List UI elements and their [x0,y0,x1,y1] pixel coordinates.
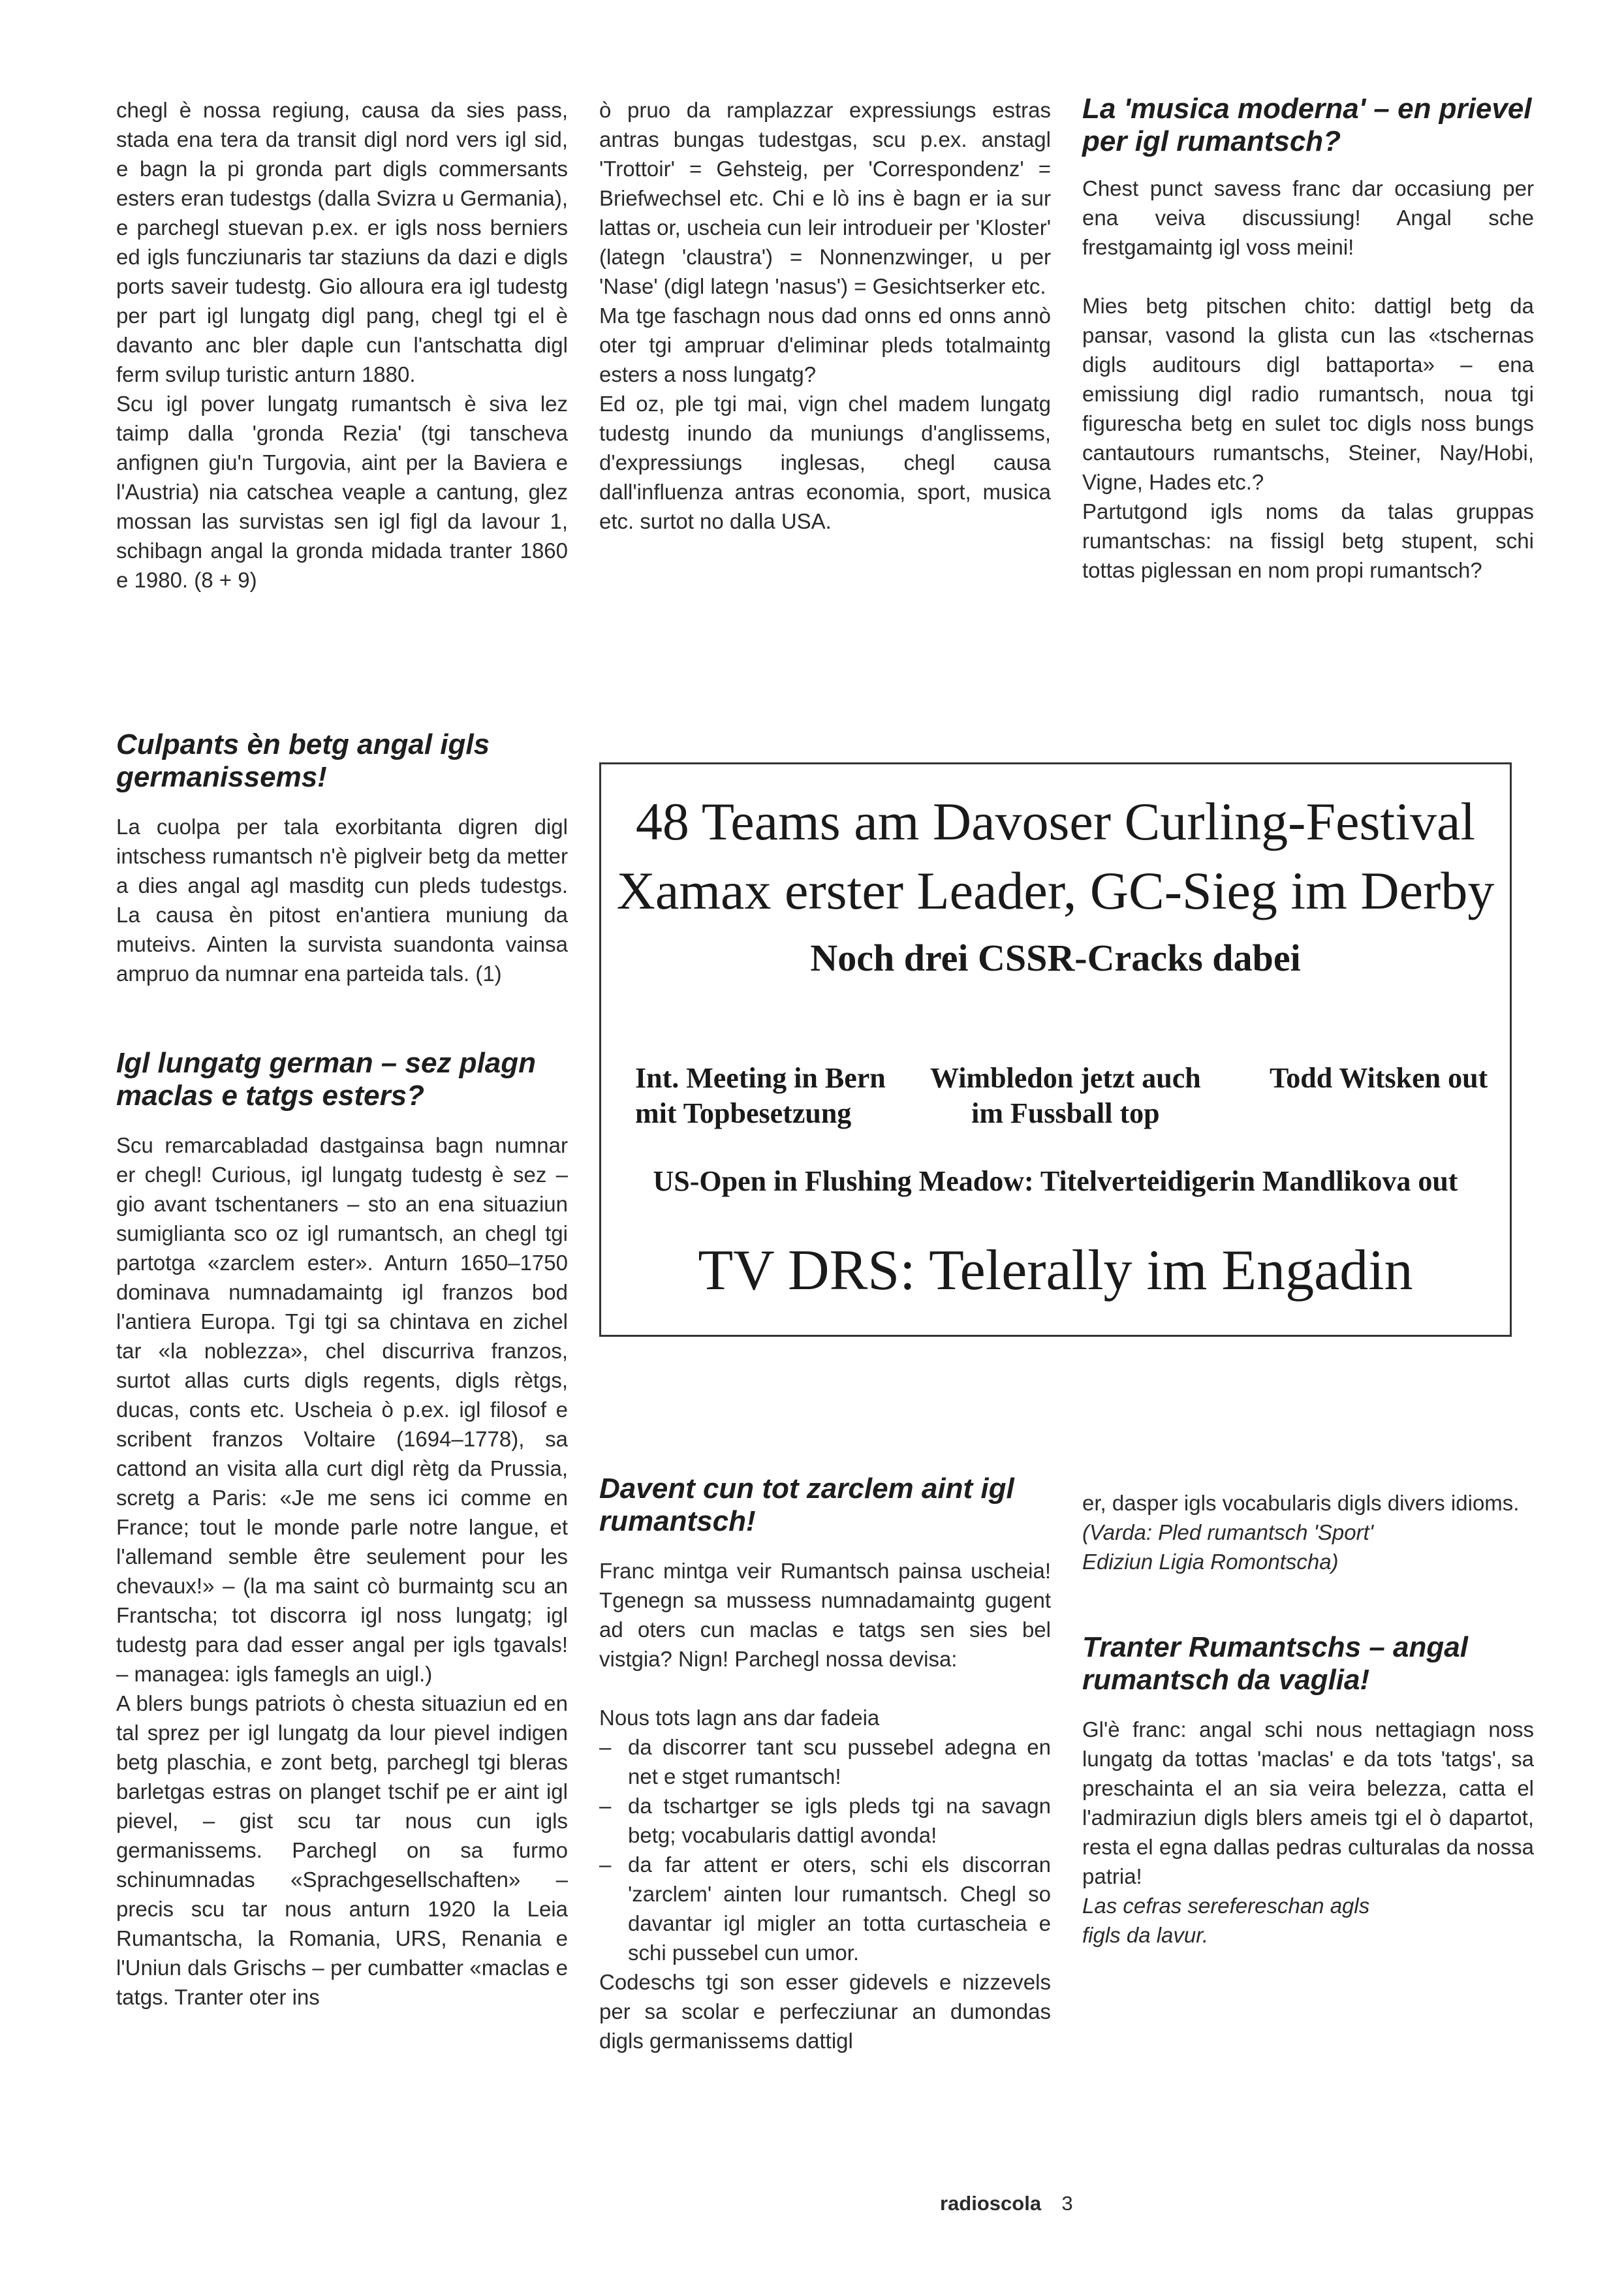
paragraph: Partutgond igls noms da talas gruppas rumantschas: na fissigl betg stupent, schi tottas piglessan en nom propi rumantsch? [1082,499,1534,582]
paragraph: er, dasper igls vocabularis digls divers idioms. [1082,1491,1520,1515]
section-heading: Tranter Rumantschs – angal rumantsch da vaglia! [1082,1631,1468,1696]
paragraph: Mies betg pitschen chito: dattigl betg da pansar, vasond la glista cun las «tschernas digls auditours digl battaporta» – ena emissiung digl radio rumantsch, noua tgi figurescha betg en sulet toc digls noss bungs cantautours rumantschs, Steiner, Nay/Hobi, Vigne, Hades etc.? [1082,294,1534,494]
paragraph: Chest punct savess franc dar occasiung per ena veiva discussiung! Angal sche frestgamaintg igl voss meini! [1082,176,1534,259]
bullet-list [599,1732,1051,1967]
paragraph: Ed oz, ple tgi mai, vign chel madem lungatg tudestg inundo da muniungs d'anglissems, d'expressiungs inglesas, chegl causa dall'influenza antras economia, sport, musica etc. surtot no dalla USA. [599,392,1051,533]
section-heading: Igl lungatg german – sez plagn maclas e tatgs esters? [116,1047,536,1112]
paragraph: Nous tots lagn ans dar fadeia [599,1706,880,1730]
section-heading: La 'musica moderna' – en prievel per igl rumantsch? [1082,93,1532,157]
paragraph: Franc mintga veir Rumantsch painsa uscheia! Tgenegn sa mussess numnadamaintg gugent ad oters cun maclas e tatgs sen sies bel vistgia? Nign! Parchegl nossa devisa: [599,1559,1051,1671]
headline: Noch drei CSSR-Cracks dabei [810,937,1301,979]
reference-note: (Varda: Pled rumantsch 'Sport' [1082,1520,1374,1544]
paragraph: Ma tge faschagn nous dad onns ed onns annò oter tgi ampruar d'eliminar pleds totalmaintg esters a noss lungatg? [599,304,1051,386]
reference-note: Ediziun Ligia Romontscha) [1082,1550,1339,1574]
paragraph: chegl è nossa regiung, causa da sies pass, stada ena tera da transit digl nord vers igl sid, e bagn la pi gronda part digls commersants esters eran tudestgs (dalla Svizra u Germania), e parchegl stuevan p.ex. er igls noss berniers ed igls funcziunaris tar staziuns da dazi e digls ports saveir tudestg. Gio alloura era igl tudestg per part igl lungatg digl pang, chegl tgi el è davanto anc bler daple cun l'antschatta digl ferm svilup turistic anturn 1880. [116,98,568,386]
headline: Int. Meeting in Bern mit Topbesetzung [635,1062,886,1129]
section-heading: Davent cun tot zarclem aint igl rumantsch! [599,1473,1014,1537]
headline: 48 Teams am Davoser Curling-Festival [635,792,1476,851]
page-number: 3 [1061,2192,1073,2215]
column-3-top [1082,93,1534,585]
section-heading: Culpants èn betg angal igls germanissems! [116,728,490,793]
paragraph: Scu remarcabladad dastgainsa bagn numnar er chegl! Curious, igl lungatg tudestg è sez – gio avant tschentaners – sto an ena situaziun sumiglianta sco oz igl rumantsch, an chegl tgi partotga «zarclem ester». Anturn 1650–1750 dominava numnadamaintg igl franzos bod l'antiera Europa. Tgi tgi sa chintava en zichel tar «la noblezza», chel discurriva franzos, surtot allas curts digls regents, digls rètgs, ducas, conts etc. Uscheia ò p.ex. igl filosof e scribent franzos Voltaire (1694–1778), sa cattond an visita alla curt digl rètg da Prussia, scretg a Paris: «Je me sens ici comme en France; tout le monde parle notre langue, et l'allemand semble être seulement pour les chevaux!» – (la ma saint cò burmaintg scu an Frantscha; tot discorra igl noss lungatg; igl tudestg para dad esser angal per igls tgavals! – managea: igls famegls an uigl.) [116,1133,568,1686]
paragraph: A blers bungs patriots ò chesta situaziun ed en tal sprez per igl lungatg da lour pievel indigen betg plaschia, e zont betg, parchegl tgi bleras barletgas estras on planget tschif pe er aint igl pievel, – gist scu tar nous cun igls germanissems. Parchegl on sa furmo schinumnadas «Sprachgesellschaften» – precis scu tar nous anturn 1920 la Leia Rumantscha, la Romania, URS, Renania e l'Uniun dals Grischs – per cumbatter «maclas e tatgs. Tranter oter ins [116,1691,568,2009]
paragraph: Gl'è franc: angal schi nous nettagiagn noss lungatg da tottas 'maclas' e da tots 'tatgs', sa preschainta el an sia veira belezza, catta el l'admiraziun digls blers ameis tgi el ò dapartot, resta el egna dallas pedras culturalas da nossa patria! [1082,1717,1534,1888]
column-2-top [599,95,1051,536]
publication-name: radioscola [940,2192,1042,2215]
headline: Xamax erster Leader, GC-Sieg im Derby [616,861,1495,920]
paragraph: Codeschs tgi son esser gidevels e nizzevels per sa scolar e perfecziunar an dumondas digls germanissems dattigl [599,1970,1051,2053]
headline: TV DRS: Telerally im Engadin [698,1239,1413,1302]
list-item: – da far attent er oters, schi els discorran 'zarclem' ainten lour rumantsch. Chegl so davantar igl migler an totta curtascheia e schi pussebel cun umor. [599,1850,1051,1967]
column-3-bottom [1082,1488,1534,1950]
headline: Todd Witsken out [1270,1062,1488,1094]
headline: Wimbledon jetzt auch im Fussball top [930,1062,1201,1129]
page-footer [940,2192,1073,2215]
column-1-top [116,95,568,595]
paragraph: La cuolpa per tala exorbitanta digren digl intschess rumantsch n'è piglveir betg da metter a dies angal agl masditg cun pleds tudestgs. La causa èn pitost en'antiera muniung da muteivs. Ainten la survista suandonta vainsa ampruo da numnar ena parteida tals. (1) [116,815,568,986]
column-2-bottom [599,1473,1051,2055]
column-1-body [116,728,568,2012]
footnote: figls da lavur. [1082,1923,1209,1947]
headlines-collage [599,762,1512,1337]
paragraph: Scu igl pover lungatg rumantsch è siva lez taimp dalla 'gronda Rezia' (tgi tanscheva anfignen giu'n Turgovia, aint per la Baviera e l'Austria) nia catschea veaple a cantung, glez mossan las survistas sen igl figl da lavour 1, schibagn angal la gronda midada tranter 1860 e 1980. (8 + 9) [116,392,568,592]
list-item: – da tschartger se igls pleds tgi na savagn betg; vocabularis dattigl avonda! [599,1791,1051,1850]
footnote: Las cefras serefereschan agls [1082,1894,1370,1918]
list-item: – da discorrer tant scu pussebel adegna en net e stget rumantsch! [599,1732,1051,1791]
headline: US-Open in Flushing Meadow: Titelverteidigerin Mandlikova out [653,1165,1458,1197]
paragraph: ò pruo da ramplazzar expressiungs estras antras bungas tudestgas, scu p.ex. anstagl 'Trottoir' = Gehsteig, per 'Correspondenz' = Briefwechsel etc. Chi e lò ins è bagn er ia sur lattas or, uscheia cun leir introdueir per 'Kloster' (lategn 'claustra') = Nonnenzwinger, u per 'Nase' (digl lategn 'nasus') = Gesichtserker etc. [599,98,1051,298]
